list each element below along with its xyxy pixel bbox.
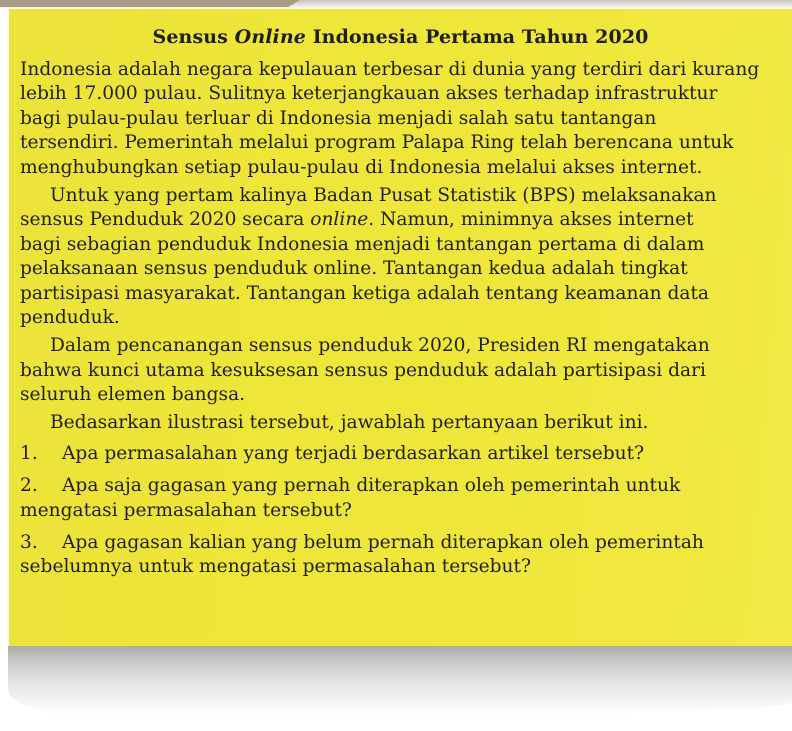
question-2-continued: mengatasi permasalahan tersebut?: [20, 499, 352, 521]
question-number: 1.: [20, 442, 38, 464]
paragraph-3-line: Dalam pencanangan sensus penduduk 2020, Presiden RI mengatakan: [50, 335, 710, 357]
title-part-2: Indonesia Pertama Tahun 2020: [305, 26, 649, 48]
instruction-text: Bedasarkan ilustrasi tersebut, jawablah pertanyaan berikut ini.: [50, 412, 649, 434]
paragraph-2-line: Untuk yang pertam kalinya Badan Pusat Statistik (BPS) melaksanakan: [50, 184, 717, 206]
question-text: Apa saja gagasan yang pernah diterapkan oleh pemerintah untuk: [62, 475, 681, 497]
question-3-continued: sebelumnya untuk mengatasi permasalahan tersebut?: [20, 556, 531, 578]
paragraph-2-line: partisipasi masyarakat. Tantangan ketiga adalah tentang keamanan data: [20, 282, 710, 304]
shadow-band: [8, 646, 792, 716]
question-1: [20, 442, 792, 466]
paragraph-1-line: tersendiri. Pemerintah melalui program Palapa Ring telah berencana untuk: [20, 132, 734, 154]
question-number: 3.: [20, 532, 38, 554]
paragraph-2-italic: online: [310, 209, 369, 231]
title-italic-word: Online: [234, 26, 306, 48]
question-number: 2.: [20, 475, 38, 497]
paragraph-1-line: menghubungkan setiap pulau-pulau di Indonesia melalui akses internet.: [20, 156, 703, 178]
paragraph-2-line: penduduk.: [20, 306, 120, 328]
article-title: [9, 26, 792, 48]
paragraph-2-text: sensus Penduduk 2020 secara: [20, 209, 311, 231]
question-2: [20, 474, 792, 498]
article-body: [20, 58, 792, 580]
question-text: Apa gagasan kalian yang belum pernah diterapkan oleh pemerintah: [62, 532, 704, 554]
question-text: Apa permasalahan yang terjadi berdasarkan artikel tersebut?: [62, 442, 645, 464]
paragraph-1-line: lebih 17.000 pulau. Sulitnya keterjangkauan akses terhadap infrastruktur: [20, 83, 718, 105]
title-part-1: Sensus: [152, 26, 235, 48]
paragraph-2-line: bagi sebagian penduduk Indonesia menjadi tantangan pertama di dalam: [20, 233, 705, 255]
paragraph-2-text: . Namun, minimnya akses internet: [368, 209, 694, 231]
paragraph-3-line: bahwa kunci utama kesuksesan sensus penduduk adalah partisipasi dari: [20, 359, 706, 381]
page-curl-shadow: [0, 646, 792, 731]
paragraph-1-line: bagi pulau-pulau terluar di Indonesia menjadi salah satu tantangan: [20, 107, 657, 129]
paragraph-2-line: pelaksanaan sensus penduduk online. Tantangan kedua adalah tingkat: [20, 258, 688, 280]
paragraph-2-line: [20, 208, 792, 232]
question-3: [20, 531, 792, 555]
top-tab-decoration: [0, 0, 300, 7]
paragraph-3-line: seluruh elemen bangsa.: [20, 384, 246, 406]
paragraph-1-line: Indonesia adalah negara kepulauan terbesar di dunia yang terdiri dari kurang: [20, 59, 760, 80]
